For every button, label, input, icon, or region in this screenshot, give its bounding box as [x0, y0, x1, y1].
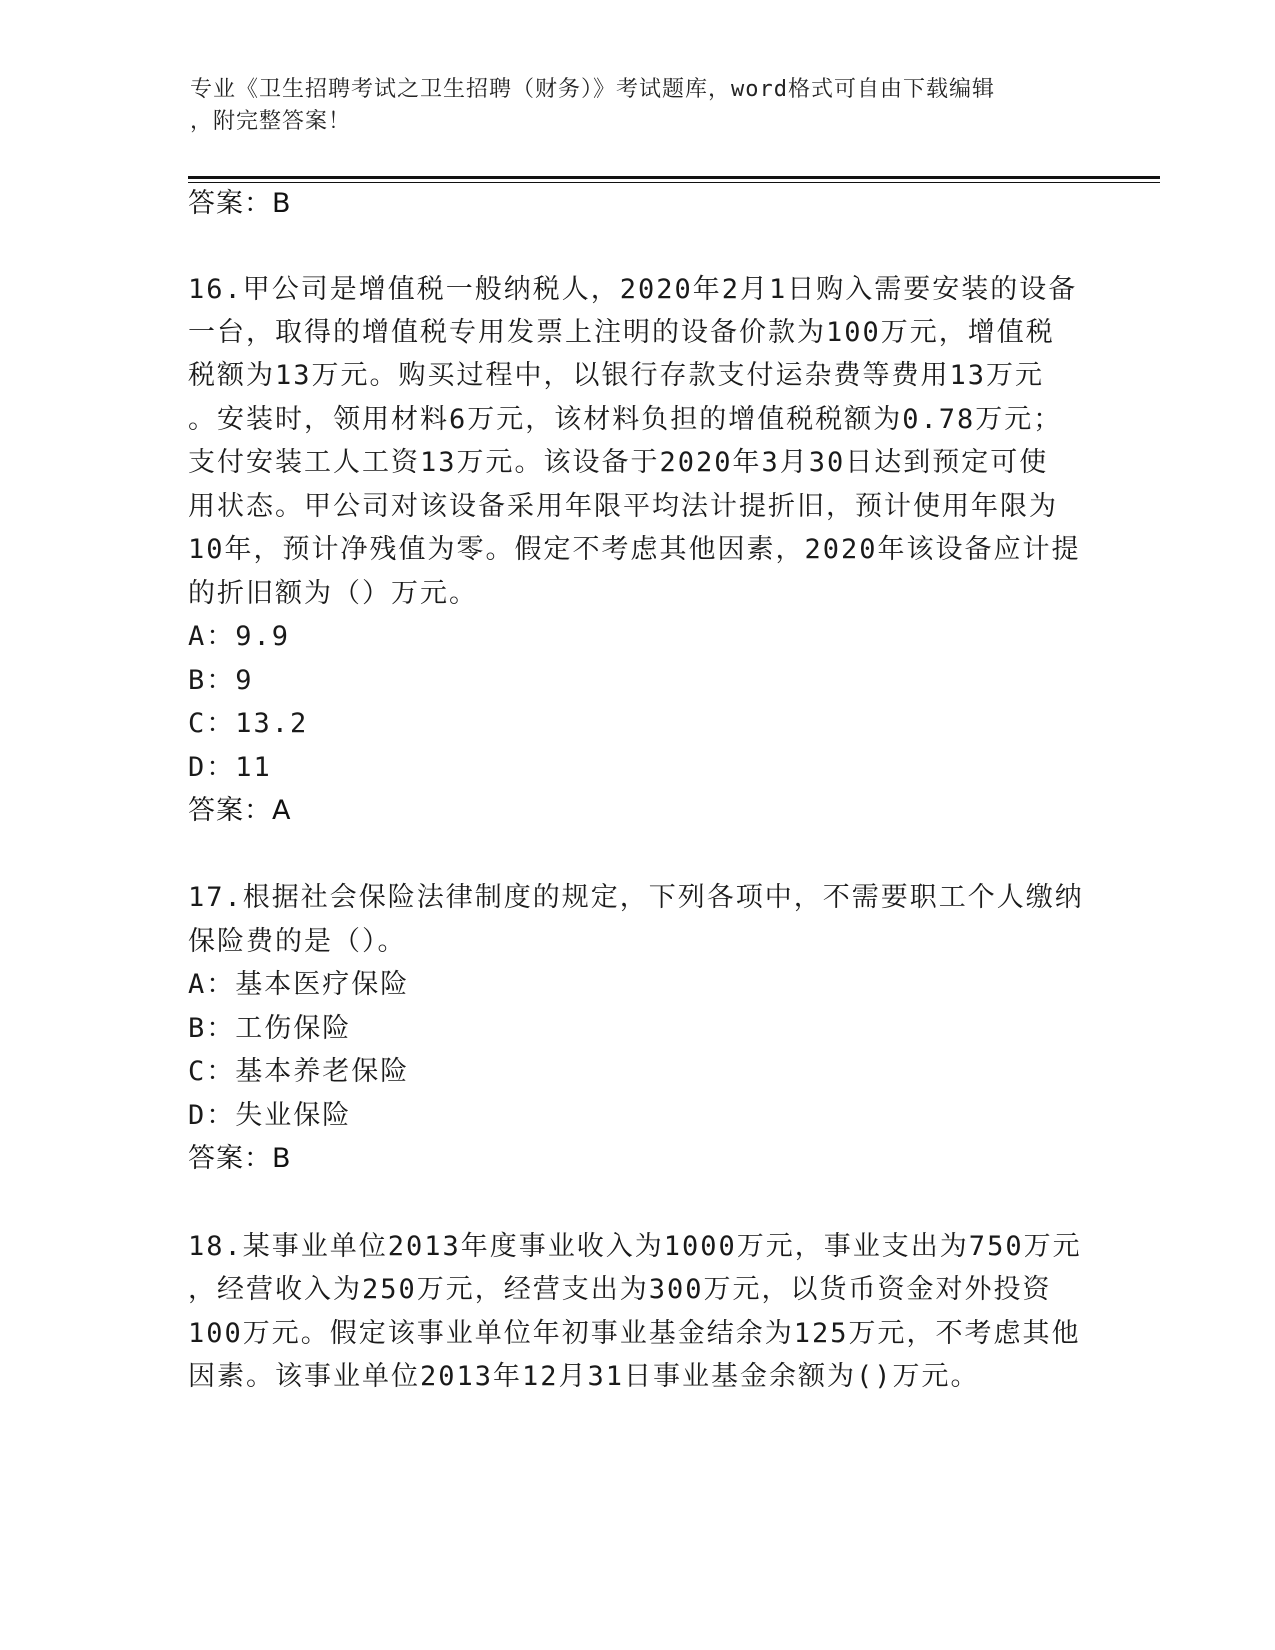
question-text: 用状态。甲公司对该设备采用年限平均法计提折旧，预计使用年限为: [188, 491, 1058, 522]
header-divider: [188, 176, 1160, 179]
header-divider-thin: [188, 182, 1160, 183]
question-text: 因素。该事业单位2013年12月31日事业基金余额为()万元。: [188, 1361, 980, 1392]
answer-label: 答案：B: [188, 1143, 292, 1174]
question-text: 。安装时，领用材料6万元，该材料负担的增值税税额为0.78万元；: [188, 404, 1063, 435]
question-text: 税额为13万元。购买过程中，以银行存款支付运杂费等费用13万元: [188, 360, 1045, 391]
option-d: D：失业保险: [188, 1100, 352, 1131]
question-text: 支付安装工人工资13万元。该设备于2020年3月30日达到预定可使: [188, 447, 1049, 478]
question-text: 保险费的是（）。: [188, 926, 407, 957]
question-text: 10年，预计净残值为零。假定不考虑其他因素，2020年该设备应计提: [188, 534, 1081, 565]
option-b: B：工伤保险: [188, 1013, 352, 1044]
question-text: 的折旧额为（）万元。: [188, 578, 478, 609]
question-text: 17.根据社会保险法律制度的规定，下列各项中，不需要职工个人缴纳: [188, 882, 1084, 913]
header-line: ，附完整答案！: [190, 109, 352, 134]
option-b: B：9: [188, 665, 254, 696]
document-header: [190, 74, 1090, 138]
answer-label: 答案：B: [188, 188, 292, 219]
option-a: A：9.9: [188, 621, 291, 652]
option-c: C：基本养老保险: [188, 1056, 410, 1087]
question-text: 一台，取得的增值税专用发票上注明的设备价款为100万元，增值税: [188, 317, 1055, 348]
answer-label: 答案：A: [188, 795, 292, 826]
header-line: 专业《卫生招聘考试之卫生招聘（财务）》考试题库，word格式可自由下载编辑: [190, 77, 995, 102]
question-text: 18.某事业单位2013年度事业收入为1000万元，事业支出为750万元: [188, 1231, 1082, 1262]
question-text: 16.甲公司是增值税一般纳税人，2020年2月1日购入需要安装的设备: [188, 274, 1078, 305]
option-d: D：11: [188, 752, 272, 783]
question-text: ，经营收入为250万元，经营支出为300万元，以货币资金对外投资: [188, 1274, 1052, 1305]
question-text: 100万元。假定该事业单位年初事业基金结余为125万元，不考虑其他: [188, 1318, 1081, 1349]
option-c: C：13.2: [188, 708, 309, 739]
option-a: A：基本医疗保险: [188, 969, 410, 1000]
